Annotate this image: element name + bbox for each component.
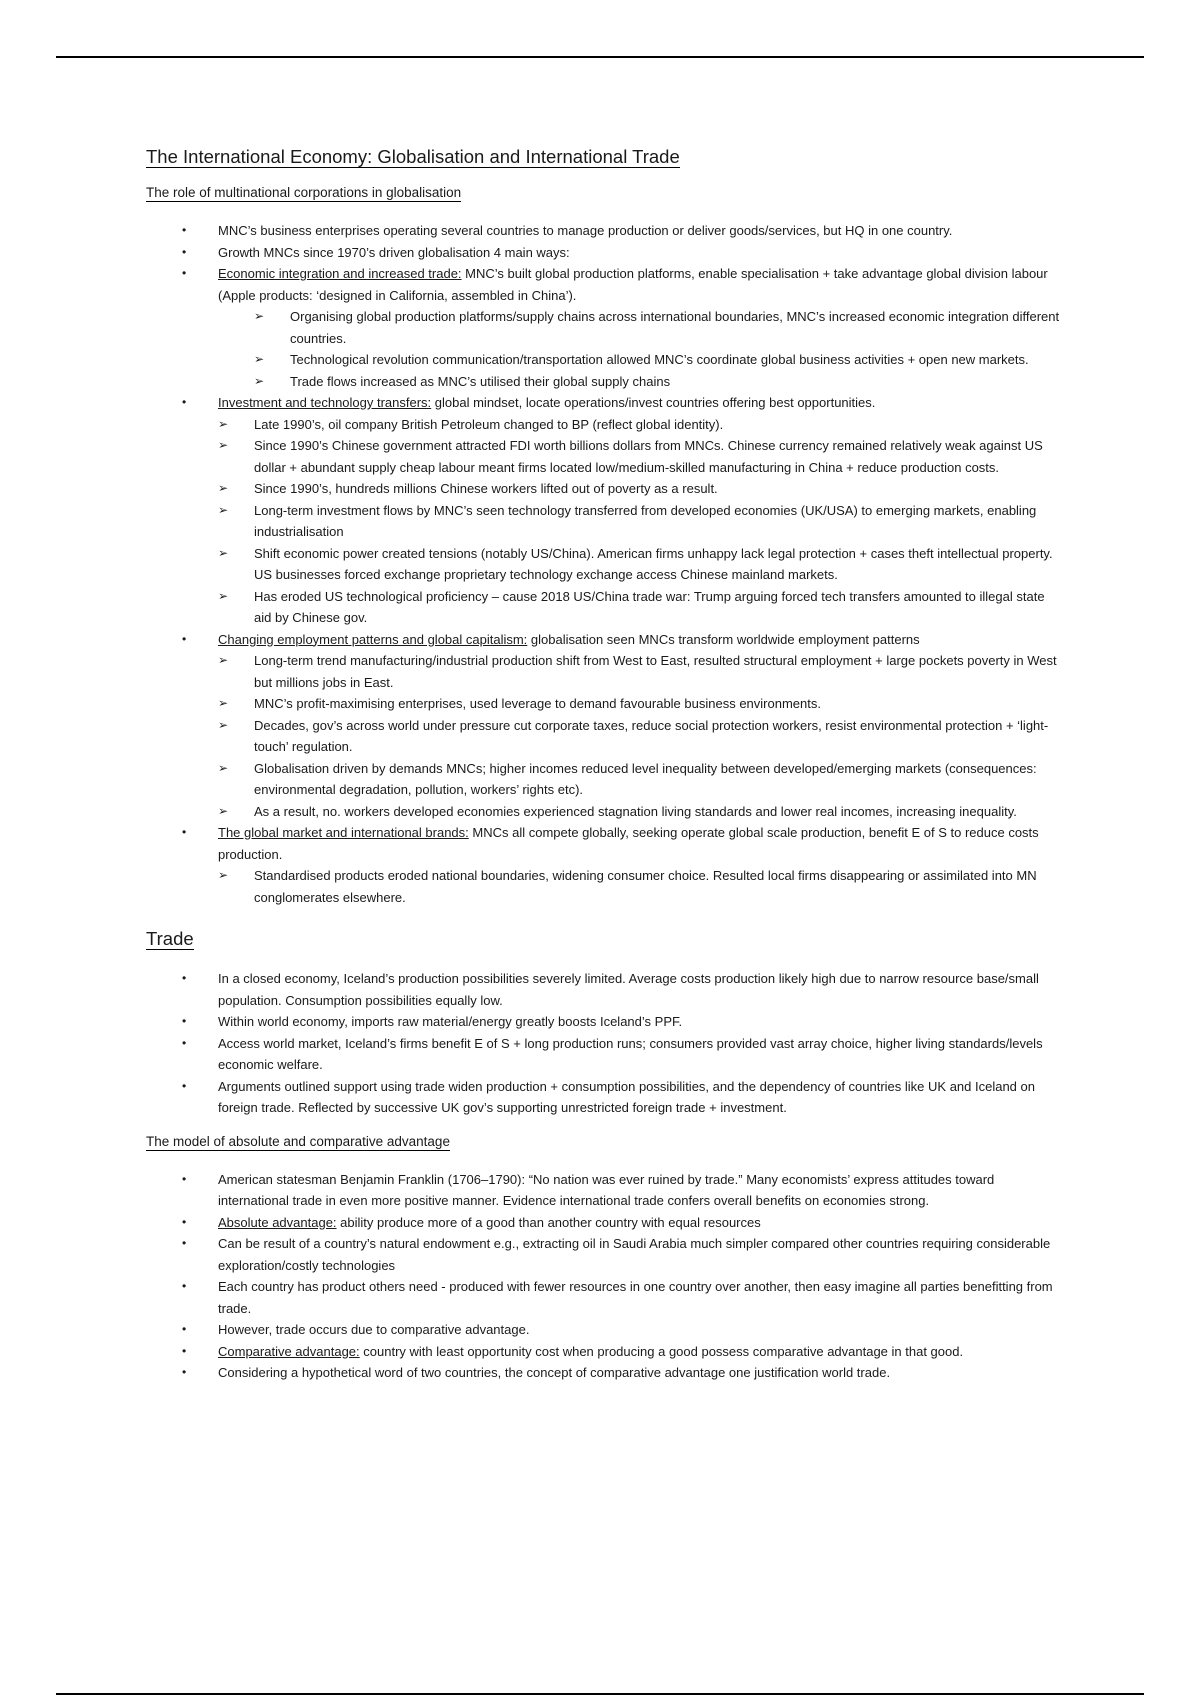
sub-list-item: ➢ Technological revolution communication/transportation allowed MNC’s coordinate global business activities + open new markets. bbox=[146, 349, 1061, 371]
document-body bbox=[146, 146, 1061, 1384]
list-item: • Investment and technology transfers: global mindset, locate operations/invest countries offering best opportunities. bbox=[146, 392, 1061, 414]
term: Economic integration and increased trade: bbox=[218, 266, 462, 281]
sub-list-item: ➢ Has eroded US technological proficiency – cause 2018 US/China trade war: Trump arguing forced tech transfers amounted to illegal state aid by Chinese gov. bbox=[146, 586, 1061, 629]
list-item: • Changing employment patterns and global capitalism: globalisation seen MNCs transform worldwide employment patterns bbox=[146, 629, 1061, 651]
sub-list-item: ➢ MNC’s profit-maximising enterprises, used leverage to demand favourable business environments. bbox=[146, 693, 1061, 715]
arrow-bullet-icon: ➢ bbox=[218, 545, 229, 560]
sub-list-item: ➢ Shift economic power created tensions (notably US/China). American firms unhappy lack legal protection + cases theft intellectual property. US businesses forced exchange proprietary technology exchange access Chinese mainland markets. bbox=[146, 543, 1061, 586]
term: Comparative advantage: bbox=[218, 1343, 360, 1359]
bullet-icon: • bbox=[182, 395, 187, 409]
arrow-bullet-icon: ➢ bbox=[218, 760, 229, 775]
list-item: • Comparative advantage: country with least opportunity cost when producing a good possess comparative advantage in that good. bbox=[146, 1341, 1061, 1363]
section-heading-advantage: The model of absolute and comparative advantage bbox=[146, 1133, 450, 1149]
arrow-bullet-icon: ➢ bbox=[218, 696, 229, 710]
bullet-icon: • bbox=[182, 1236, 187, 1250]
sub-list-item: ➢ Organising global production platforms/supply chains across international boundaries, MNC’s increased economic integration different countries. bbox=[146, 306, 1061, 349]
trade-list bbox=[146, 968, 1061, 1119]
bullet-icon: • bbox=[182, 1035, 187, 1050]
bullet-icon: • bbox=[182, 1214, 187, 1229]
arrow-bullet-icon: ➢ bbox=[218, 438, 229, 452]
sub-list-item: ➢ Since 1990’s, hundreds millions Chinese workers lifted out of poverty as a result. bbox=[146, 478, 1061, 500]
bullet-icon: • bbox=[182, 1365, 187, 1379]
bullet-icon: • bbox=[182, 1171, 187, 1186]
bullet-icon: • bbox=[182, 825, 187, 839]
list-item: • The global market and international brands: MNCs all compete globally, seeking operate global scale production, benefit E of S to reduce costs production. bbox=[146, 822, 1061, 865]
term: The global market and international brands: bbox=[218, 825, 469, 840]
list-item: • Each country has product others need - produced with fewer resources in one country over another, then easy imagine all parties benefitting from trade. bbox=[146, 1276, 1061, 1319]
bullet-icon: • bbox=[182, 971, 187, 985]
advantage-list bbox=[146, 1169, 1061, 1384]
bullet-icon: • bbox=[182, 1014, 187, 1028]
sub-list-item: ➢ As a result, no. workers developed economies experienced stagnation living standards and lower real incomes, increasing inequality. bbox=[146, 801, 1061, 823]
arrow-bullet-icon: ➢ bbox=[218, 717, 229, 732]
list-item: • However, trade occurs due to comparative advantage. bbox=[146, 1319, 1061, 1341]
arrow-bullet-icon: ➢ bbox=[218, 653, 229, 667]
list-item: • Can be result of a country’s natural endowment e.g., extracting oil in Saudi Arabia much simpler compared other countries requiring considerable exploration/costly technologies bbox=[146, 1233, 1061, 1276]
bullet-icon: • bbox=[182, 266, 187, 280]
sub-list-item: ➢ Long-term trend manufacturing/industrial production shift from West to East, resulted structural employment + large pockets poverty in West but millions jobs in East. bbox=[146, 650, 1061, 693]
list-item: • Arguments outlined support using trade widen production + consumption possibilities, and the dependency of countries like UK and Iceland on foreign trade. Reflected by successive UK gov’s supporting unrestricted foreign trade + investment. bbox=[146, 1076, 1061, 1119]
arrow-bullet-icon: ➢ bbox=[218, 803, 229, 818]
bullet-icon: • bbox=[182, 1343, 187, 1358]
term: Changing employment patterns and global capitalism: bbox=[218, 631, 528, 647]
sub-list-item: ➢ Decades, gov’s across world under pressure cut corporate taxes, reduce social protection workers, resist environmental protection + ‘light-touch’ regulation. bbox=[146, 715, 1061, 758]
sub-list-item: ➢ Standardised products eroded national boundaries, widening consumer choice. Resulted local firms disappearing or assimilated into MN conglomerates elsewhere. bbox=[146, 865, 1061, 908]
sub-list-item: ➢ Trade flows increased as MNC’s utilised their global supply chains bbox=[146, 371, 1061, 393]
bullet-icon: • bbox=[182, 1322, 187, 1336]
bullet-icon: • bbox=[182, 223, 187, 237]
list-item: • American statesman Benjamin Franklin (1706–1790): “No nation was ever ruined by trade.” Many economists’ express attitudes toward international trade in even more positive manner. Evidence international trade confers overall benefits on economies strong. bbox=[146, 1169, 1061, 1212]
list-item: • In a closed economy, Iceland’s production possibilities severely limited. Average costs production likely high due to narrow resource base/small population. Consumption possibilities equally low. bbox=[146, 968, 1061, 1011]
list-item: • Growth MNCs since 1970’s driven globalisation 4 main ways: bbox=[146, 242, 1061, 264]
bullet-icon: • bbox=[182, 1279, 187, 1293]
arrow-bullet-icon: ➢ bbox=[254, 309, 265, 323]
term: Absolute advantage: bbox=[218, 1214, 337, 1230]
arrow-bullet-icon: ➢ bbox=[218, 416, 229, 431]
list-item: • Considering a hypothetical word of two countries, the concept of comparative advantage one justification world trade. bbox=[146, 1362, 1061, 1384]
sub-list-item: ➢ Long-term investment flows by MNC’s seen technology transferred from developed economies (UK/USA) to emerging markets, enabling industrialisation bbox=[146, 500, 1061, 543]
list-item: • Economic integration and increased trade: MNC’s built global production platforms, enable specialisation + take advantage global division labour (Apple products: ‘designed in California, assembled in China’). bbox=[146, 263, 1061, 306]
arrow-bullet-icon: ➢ bbox=[218, 588, 229, 603]
sub-list-item: ➢ Globalisation driven by demands MNCs; higher incomes reduced level inequality between developed/emerging markets (consequences: environmental degradation, pollution, workers’ rights etc). bbox=[146, 758, 1061, 801]
arrow-bullet-icon: ➢ bbox=[218, 481, 229, 495]
bullet-icon: • bbox=[182, 631, 187, 646]
arrow-bullet-icon: ➢ bbox=[254, 373, 265, 388]
footer-rule bbox=[56, 1693, 1144, 1695]
list-item: • Within world economy, imports raw material/energy greatly boosts Iceland’s PPF. bbox=[146, 1011, 1061, 1033]
section-heading-mnc: The role of multinational corporations in globalisation bbox=[146, 185, 462, 200]
bullet-icon: • bbox=[182, 1078, 187, 1093]
arrow-bullet-icon: ➢ bbox=[218, 502, 229, 517]
bullet-icon: • bbox=[182, 244, 187, 259]
sub-list-item: ➢ Late 1990’s, oil company British Petroleum changed to BP (reflect global identity). bbox=[146, 414, 1061, 436]
document-title: The International Economy: Globalisation and International Trade bbox=[146, 146, 680, 167]
arrow-bullet-icon: ➢ bbox=[218, 868, 229, 882]
list-item: • Access world market, Iceland’s firms benefit E of S + long production runs; consumers provided vast array choice, higher living standards/levels economic welfare. bbox=[146, 1033, 1061, 1076]
list-item: • MNC’s business enterprises operating several countries to manage production or deliver goods/services, but HQ in one country. bbox=[146, 220, 1061, 242]
mnc-list bbox=[146, 220, 1061, 908]
header-rule bbox=[56, 56, 1144, 58]
list-item: • Absolute advantage: ability produce more of a good than another country with equal resources bbox=[146, 1212, 1061, 1234]
sub-list-item: ➢ Since 1990’s Chinese government attracted FDI worth billions dollars from MNCs. Chinese currency remained relatively weak against US dollar + abundant supply cheap labour meant firms located low/medium-skilled manufacturing in China + reduce production costs. bbox=[146, 435, 1061, 478]
arrow-bullet-icon: ➢ bbox=[254, 352, 265, 366]
section-heading-trade: Trade bbox=[146, 928, 194, 949]
term: Investment and technology transfers: bbox=[218, 395, 432, 410]
